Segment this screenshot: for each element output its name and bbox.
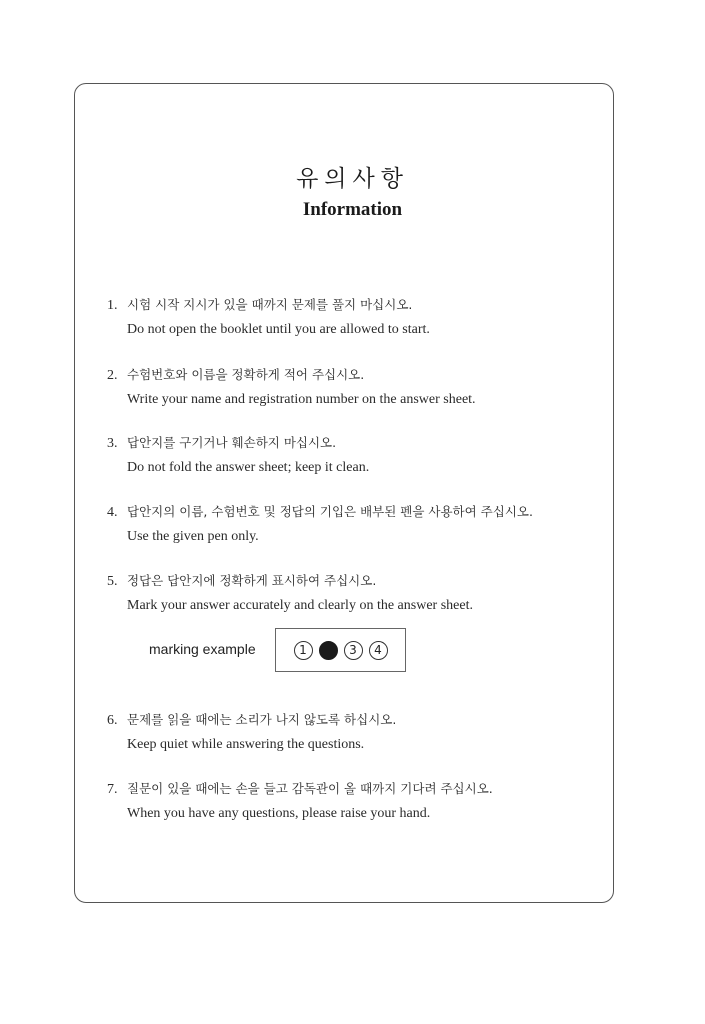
item-number: 3. xyxy=(107,436,118,451)
item-number: 2. xyxy=(107,368,118,383)
option-circle-filled xyxy=(319,641,338,660)
instruction-korean: 질문이 있을 때에는 손을 들고 감독관이 올 때까지 기다려 주십시오. xyxy=(127,781,493,796)
instruction-english: Mark your answer accurately and clearly on the answer sheet. xyxy=(127,598,473,613)
item-number: 4. xyxy=(107,505,118,520)
option-circle-1: 1 xyxy=(294,641,313,660)
instruction-korean: 답안지를 구기거나 훼손하지 마십시오. xyxy=(127,435,337,450)
instruction-english: When you have any questions, please raise your hand. xyxy=(127,806,431,821)
instruction-item-4 xyxy=(107,503,577,546)
item-number: 5. xyxy=(107,574,118,589)
instruction-english: Do not open the booklet until you are allowed to start. xyxy=(127,322,430,337)
instruction-item-5 xyxy=(107,572,577,615)
option-circle-4: 4 xyxy=(369,641,388,660)
title-english: Information xyxy=(302,199,403,220)
item-number: 7. xyxy=(107,782,118,797)
instruction-item-3 xyxy=(107,434,577,477)
instruction-english: Write your name and registration number on the answer sheet. xyxy=(127,392,476,407)
instruction-korean: 답안지의 이름, 수험번호 및 정답의 기입은 배부된 펜을 사용하여 주십시오. xyxy=(127,504,533,519)
item-number: 1. xyxy=(107,298,118,313)
title-korean: 유의사항 xyxy=(296,166,409,192)
instruction-korean: 문제를 읽을 때에는 소리가 나지 않도록 하십시오. xyxy=(127,712,397,727)
instruction-korean: 시험 시작 지시가 있을 때까지 문제를 풀지 마십시오. xyxy=(127,297,413,312)
instruction-english: Do not fold the answer sheet; keep it clean. xyxy=(127,460,370,475)
instruction-korean: 정답은 답안지에 정확하게 표시하여 주십시오. xyxy=(127,573,377,588)
item-number: 6. xyxy=(107,713,118,728)
instruction-item-1 xyxy=(107,296,577,339)
marking-example-label: marking example xyxy=(149,641,256,657)
instruction-english: Keep quiet while answering the questions. xyxy=(127,737,365,752)
marking-example-box xyxy=(275,628,406,672)
instruction-item-7 xyxy=(107,780,577,823)
instruction-item-6 xyxy=(107,711,577,754)
instruction-english: Use the given pen only. xyxy=(127,529,259,544)
instruction-korean: 수험번호와 이름을 정확하게 적어 주십시오. xyxy=(127,367,365,382)
option-circle-3: 3 xyxy=(344,641,363,660)
instruction-item-2 xyxy=(107,366,577,409)
